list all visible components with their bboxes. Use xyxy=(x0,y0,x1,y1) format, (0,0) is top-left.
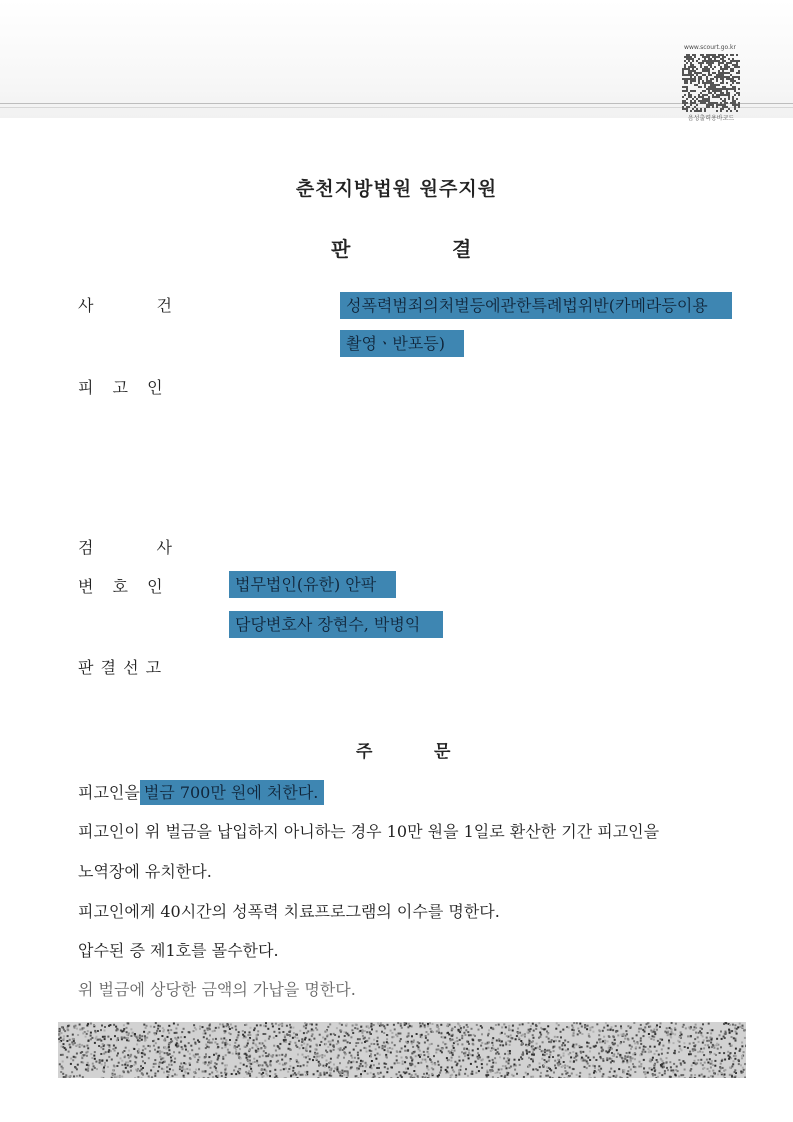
disposition-line-3: 노역장에 유치한다. xyxy=(78,862,212,881)
disposition-line-1-prefix: 피고인을 xyxy=(78,783,140,802)
disposition-line-1 xyxy=(78,780,324,803)
disposition-line-6: 위 벌금에 상당한 금액의 가납을 명한다. xyxy=(78,980,356,999)
qr-caption: 음성출력용바코드 xyxy=(687,115,735,122)
redacted-region xyxy=(58,1022,746,1078)
disposition-title-char-2: 문 xyxy=(434,742,451,762)
case-label xyxy=(78,293,172,316)
doc-type-char-1: 판 xyxy=(331,237,351,261)
disposition-line-4: 피고인에게 40시간의 성폭력 치료프로그램의 이수를 명한다. xyxy=(78,902,500,921)
counsel-attorneys: 담당변호사 장현수, 박병익 xyxy=(229,611,443,638)
case-name-line-2: 촬영ㆍ반포등) xyxy=(340,330,464,357)
sentencing-date-label xyxy=(78,655,161,678)
qr-code-icon xyxy=(682,54,740,112)
prosecutor-label-text: 검 사 xyxy=(78,538,172,557)
counsel-label-text: 변 호 인 xyxy=(78,577,163,596)
prosecutor-label xyxy=(78,535,172,558)
doc-type-char-2: 결 xyxy=(452,237,472,261)
qr-url-text: www.scourt.go.kr xyxy=(684,44,736,51)
defendant-label-text: 피 고 인 xyxy=(78,378,163,397)
disposition-title-char-1: 주 xyxy=(356,742,373,762)
header-rule-top xyxy=(0,103,793,104)
sentencing-date-label-text: 판 결 선 고 xyxy=(78,658,162,677)
fine-amount-highlight: 벌금 700만 원에 처한다. xyxy=(140,780,325,805)
page-header-band xyxy=(0,0,793,118)
defendant-label xyxy=(78,375,163,398)
header-rule-bottom xyxy=(0,107,793,108)
case-label-text: 사 건 xyxy=(78,296,172,315)
disposition-line-2: 피고인이 위 벌금을 납입하지 아니하는 경우 10만 원을 1일로 환산한 기간 피고인을 xyxy=(78,822,660,841)
counsel-firm: 법무법인(유한) 안팍 xyxy=(229,571,396,598)
disposition-line-5: 압수된 증 제1호를 몰수한다. xyxy=(78,941,279,960)
case-name-line-1: 성폭력범죄의처벌등에관한특례법위반(카메라등이용 xyxy=(340,292,732,319)
counsel-label xyxy=(78,574,163,597)
court-name-title: 춘천지방법원 원주지원 xyxy=(295,178,498,200)
